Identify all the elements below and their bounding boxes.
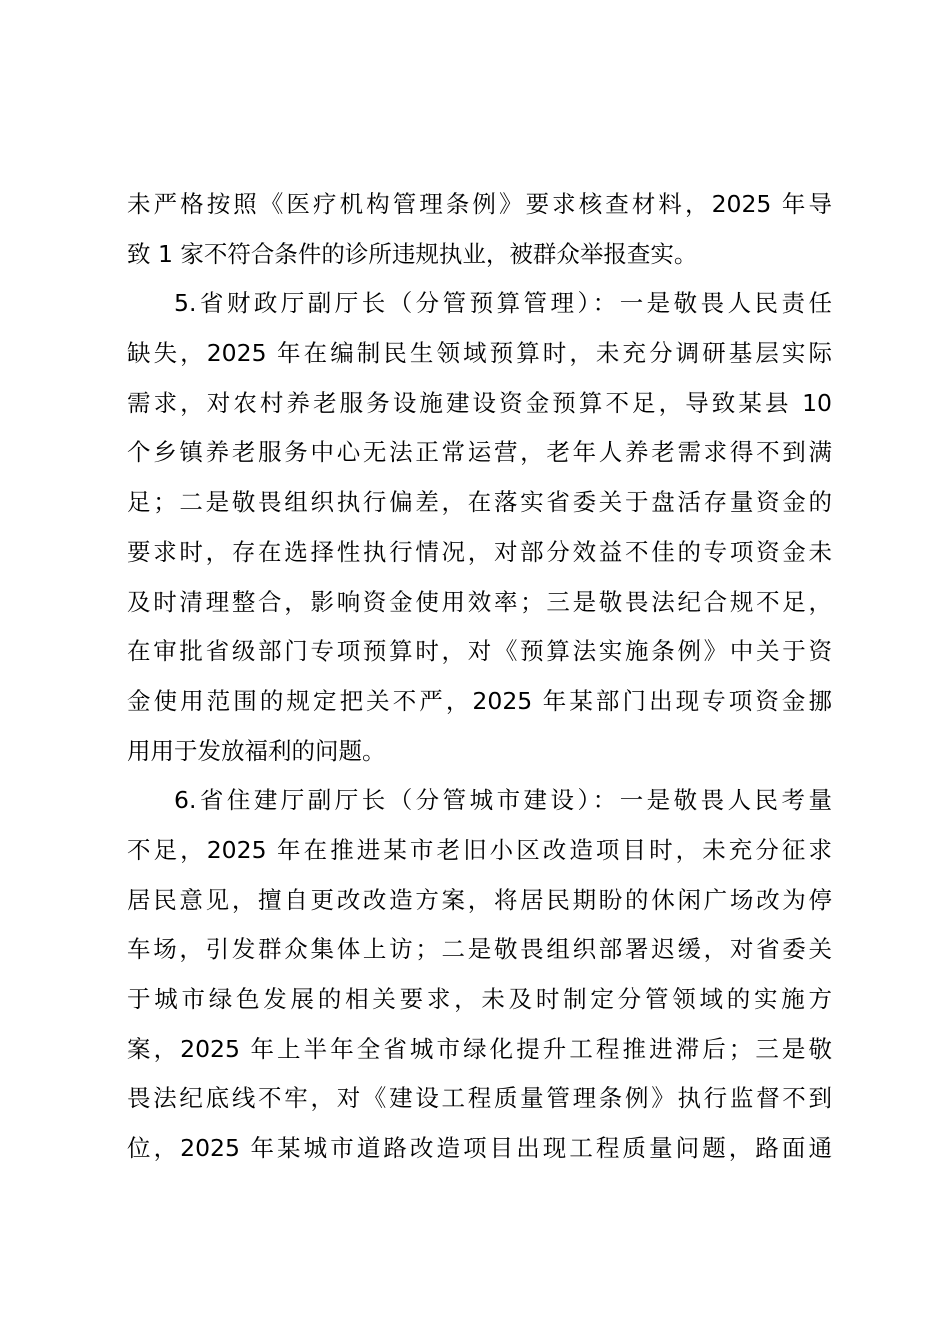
text-line: 要求时，存在选择性执行情况，对部分效益不佳的专项资金未 [127, 537, 832, 566]
text-line: 金使用范围的规定把关不严，2025 年某部门出现专项资金挪 [127, 686, 832, 715]
document-page [127, 180, 832, 1174]
paragraph-start-line: 6.省住建厅副厅长（分管城市建设）：一是敬畏人民考量 [174, 786, 832, 815]
paragraph-start-line: 5.省财政厅副厅长（分管预算管理）：一是敬畏人民责任 [174, 289, 832, 318]
text-line: 未严格按照《医疗机构管理条例》要求核查材料，2025 年导 [127, 190, 832, 218]
text-line: 致 1 家不符合条件的诊所违规执业，被群众举报查实。 [127, 239, 698, 268]
text-line: 在审批省级部门专项预算时，对《预算法实施条例》中关于资 [127, 637, 832, 666]
text-line: 足；二是敬畏组织执行偏差，在落实省委关于盘活存量资金的 [127, 488, 832, 517]
text-line: 缺失，2025 年在编制民生领域预算时，未充分调研基层实际 [127, 339, 832, 368]
text-line: 需求，对农村养老服务设施建设资金预算不足，导致某县 10 [127, 388, 832, 417]
text-line: 案，2025 年上半年全省城市绿化提升工程推进滞后；三是敬 [127, 1034, 832, 1063]
text-line: 畏法纪底线不牢，对《建设工程质量管理条例》执行监督不到 [127, 1084, 832, 1113]
text-line: 及时清理整合，影响资金使用效率；三是敬畏法纪合规不足， [127, 587, 832, 616]
text-line: 于城市绿色发展的相关要求，未及时制定分管领域的实施方 [127, 985, 832, 1013]
text-line: 位，2025 年某城市道路改造项目出现工程质量问题，路面通 [127, 1134, 832, 1163]
text-line: 不足，2025 年在推进某市老旧小区改造项目时，未充分征求 [127, 835, 832, 864]
text-line: 用用于发放福利的问题。 [127, 736, 386, 765]
text-line: 居民意见，擅自更改改造方案，将居民期盼的休闲广场改为停 [127, 885, 832, 914]
text-line: 个乡镇养老服务中心无法正常运营，老年人养老需求得不到满 [127, 438, 832, 467]
text-line: 车场，引发群众集体上访；二是敬畏组织部署迟缓，对省委关 [127, 935, 832, 964]
